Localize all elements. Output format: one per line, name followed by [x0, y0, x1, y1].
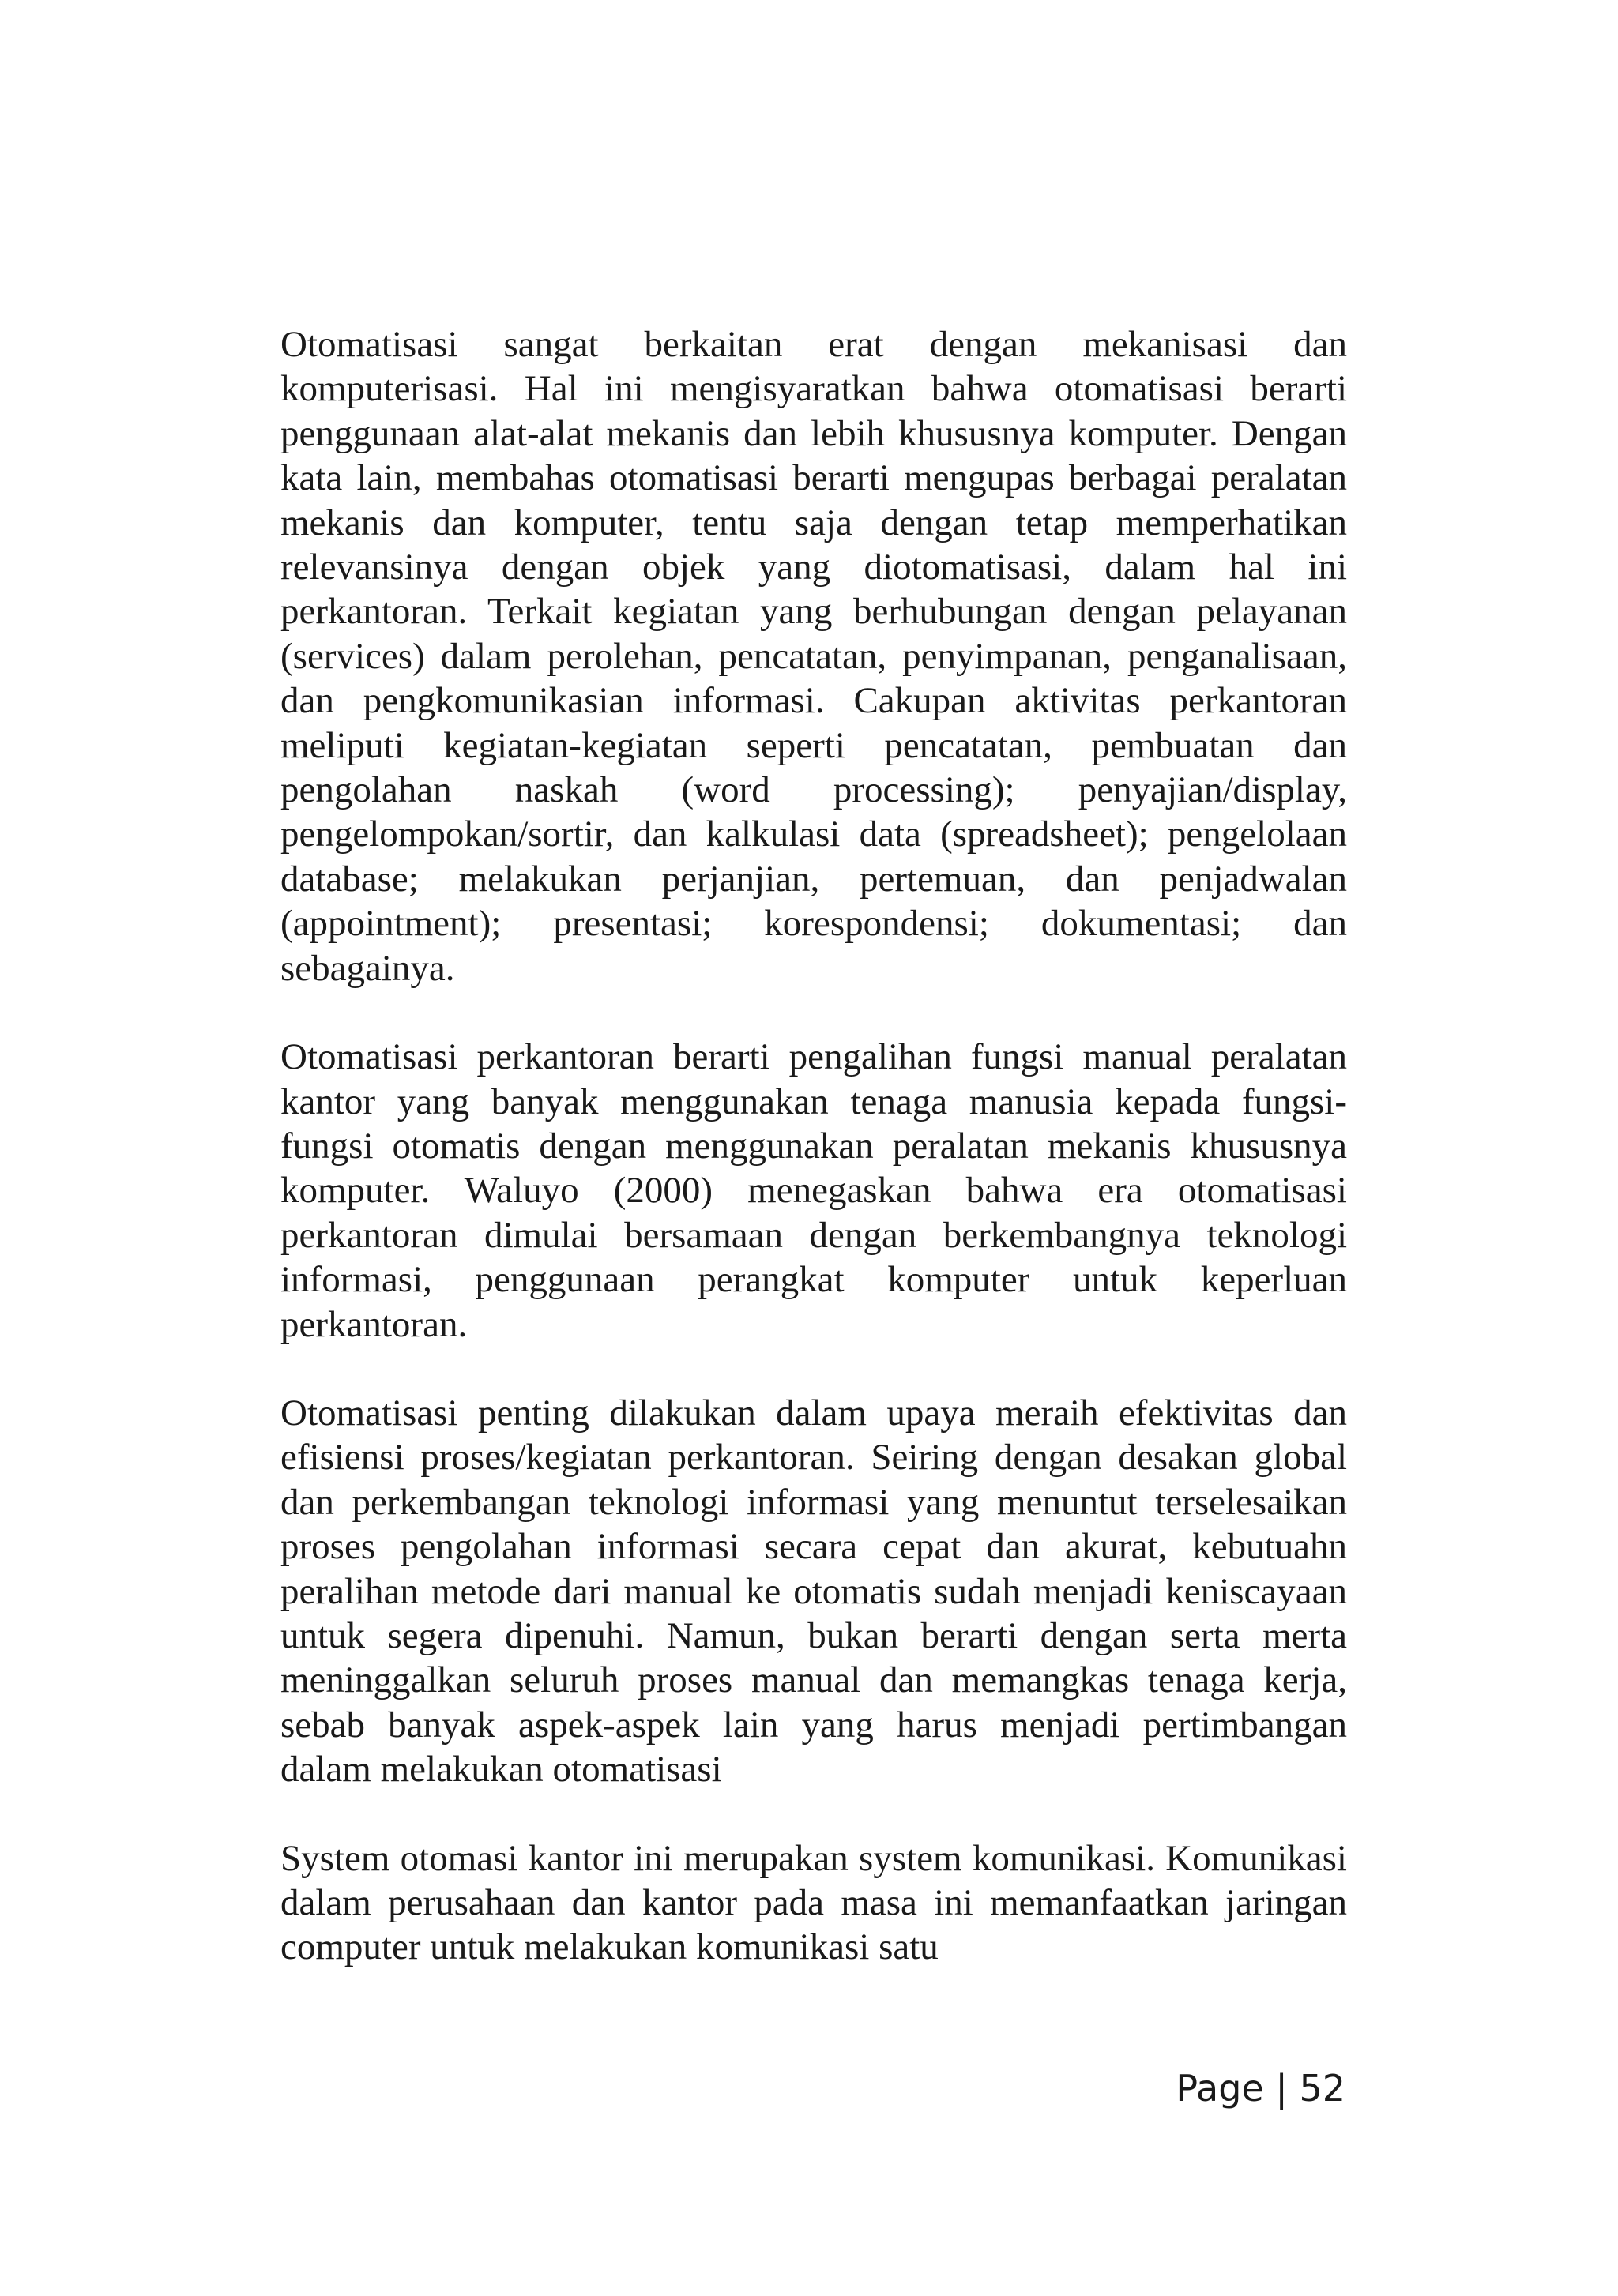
paragraph-3: Otomatisasi penting dilakukan dalam upaya meraih efektivitas dan efisiensi proses/kegiatan perkantoran. Seiring dengan desakan global dan perkembangan teknologi informasi yang menuntut terselesaikan proses pengolahan informasi secara cepat dan akurat, kebutuahn peralihan metode dari manual ke otomatis sudah menjadi keniscayaan untuk segera dipenuhi. Namun, bukan berarti dengan serta merta meninggalkan seluruh proses manual dan memangkas tenaga kerja, sebab banyak aspek-aspek lain yang harus menjadi pertimbangan dalam melakukan otomatisasi: [280, 1392, 1347, 1791]
paragraph-2: Otomatisasi perkantoran berarti pengalihan fungsi manual peralatan kantor yang banyak menggunakan tenaga manusia kepada fungsi-fungsi otomatis dengan menggunakan peralatan mekanis khususnya komputer. Waluyo (2000) menegaskan bahwa era otomatisasi perkantoran dimulai bersamaan dengan berkembangnya teknologi informasi, penggunaan perangkat komputer untuk keperluan perkantoran.: [280, 1036, 1347, 1345]
body-text: [280, 322, 1347, 1970]
paragraph-1: Otomatisasi sangat berkaitan erat dengan mekanisasi dan komputerisasi. Hal ini mengisyaratkan bahwa otomatisasi berarti penggunaan alat-alat mekanis dan lebih khususnya komputer. Dengan kata lain, membahas otomatisasi berarti mengupas berbagai peralatan mekanis dan komputer, tentu saja dengan tetap memperhatikan relevansinya dengan objek yang diotomatisasi, dalam hal ini perkantoran. Terkait kegiatan yang berhubungan dengan pelayanan (services) dalam perolehan, pencatatan, penyimpanan, penganalisaan, dan pengkomunikasian informasi. Cakupan aktivitas perkantoran meliputi kegiatan-kegiatan seperti pencatatan, pembuatan dan pengolahan naskah (word processing); penyajian/display, pengelompokan/sortir, dan kalkulasi data (spreadsheet); pengelolaan database; melakukan perjanjian, pertemuan, dan penjadwalan (appointment); presentasi; korespondensi; dokumentasi; dan sebagainya.: [280, 324, 1347, 989]
page-number: Page | 52: [1176, 2067, 1345, 2110]
paragraph-4: System otomasi kantor ini merupakan system komunikasi. Komunikasi dalam perusahaan dan kantor pada masa ini memanfaatkan jaringan computer untuk melakukan komunikasi satu: [280, 1837, 1347, 1968]
